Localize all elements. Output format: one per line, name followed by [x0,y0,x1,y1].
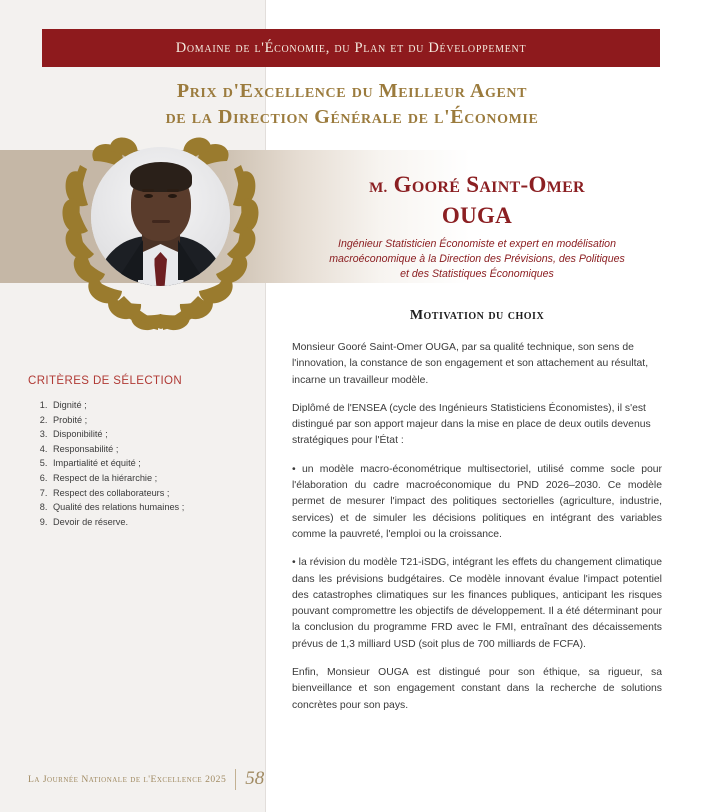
list-item: 1. Dignité ; [50,398,265,413]
laureate-portrait [58,133,263,338]
list-item: 9. Devoir de réserve. [50,515,265,530]
page-number: 58 [245,768,265,789]
list-item: 2. Probité ; [50,413,265,428]
award-title-line-1: Prix d'Excellence du Meilleur Agent [176,80,528,102]
motivation-paragraph: Diplômé de l'ENSEA (cycle des Ingénieurs Statisticiens Économistes), il s'est distingué par son apport majeur dans la mise en place de deux outils devenus stratégiques pour l'État : [292,402,651,447]
portrait-photo [91,147,230,286]
award-title-line-2: de la Direction Générale de l'Économie [165,106,539,128]
domain-banner [42,29,660,67]
motivation-paragraph: • un modèle macro-économétrique multisectoriel, utilisé comme socle pour l'élaboration du cadre macroéconomique du PND 2026–2030. Ce modèle permet de mesurer l'impact des politiques sectorielles (agriculture, industrie, services) et de simuler les décisions politiques en intégrant des variables comme la pauvreté, l'emploi ou la croissance. [292,463,662,540]
motivation-paragraph: • la révision du modèle T21-iSDG, intégrant les effets du changement climatique dans les prévisions budgétaires. Ce modèle innovant évalue l'impact potentiel des catastrophes climatiques sur les finances publiques, anticipant les risques pouvant compromettre les objectifs de développement. Il a été déterminant pour la conclusion du programme FRD avec le FMI, entraînant des décaissements prévus de 1,3 milliard USD (soit plus de 700 milliards de FCFA). [292,557,662,650]
list-item: 6. Respect de la hiérarchie ; [50,471,265,486]
laureate-name-line-1: Gooré Saint-Omer [393,172,585,197]
laureate-role-line-2: macroéconomique à la Direction des Prévisions, des Politiques [329,253,625,265]
motivation-paragraph: Enfin, Monsieur OUGA est distingué pour son éthique, sa rigueur, sa bienveillance et son engagement constant dans la recherche de solutions concrètes pour son pays. [292,667,662,711]
laureate-role [292,237,662,282]
list-item: 4. Responsabilité ; [50,442,265,457]
laureate-name-block [292,171,662,282]
footer-label: La Journée Nationale de l'Excellence 2025 [28,773,227,785]
page-footer [28,768,264,790]
criteria-heading: CRITÈRES DE SÉLECTION [28,375,183,387]
laureate-name [292,171,662,230]
laureate-honorific: M. [369,180,388,196]
footer-divider [235,769,236,790]
domain-banner-label: Domaine de l'Économie, du Plan et du Développement [175,39,527,56]
list-item: 8. Qualité des relations humaines ; [50,500,265,515]
motivation-heading: Motivation du choix [409,308,545,323]
list-item: 5. Impartialité et équité ; [50,456,265,471]
award-title [60,78,644,130]
motivation-body [292,340,662,726]
list-item: 3. Disponibilité ; [50,427,265,442]
list-item: 7. Respect des collaborateurs ; [50,486,265,501]
motivation-paragraph: Monsieur Gooré Saint-Omer OUGA, par sa qualité technique, son sens de l'innovation, la constance de son engagement et son attachement au résultat, incarne un travailleur modèle. [292,342,649,386]
laureate-name-line-2: OUGA [441,203,513,228]
laureate-role-line-1: Ingénieur Statisticien Économiste et expert en modélisation [338,238,616,250]
criteria-list [28,398,265,529]
laureate-role-line-3: et des Statistiques Économiques [400,268,554,280]
